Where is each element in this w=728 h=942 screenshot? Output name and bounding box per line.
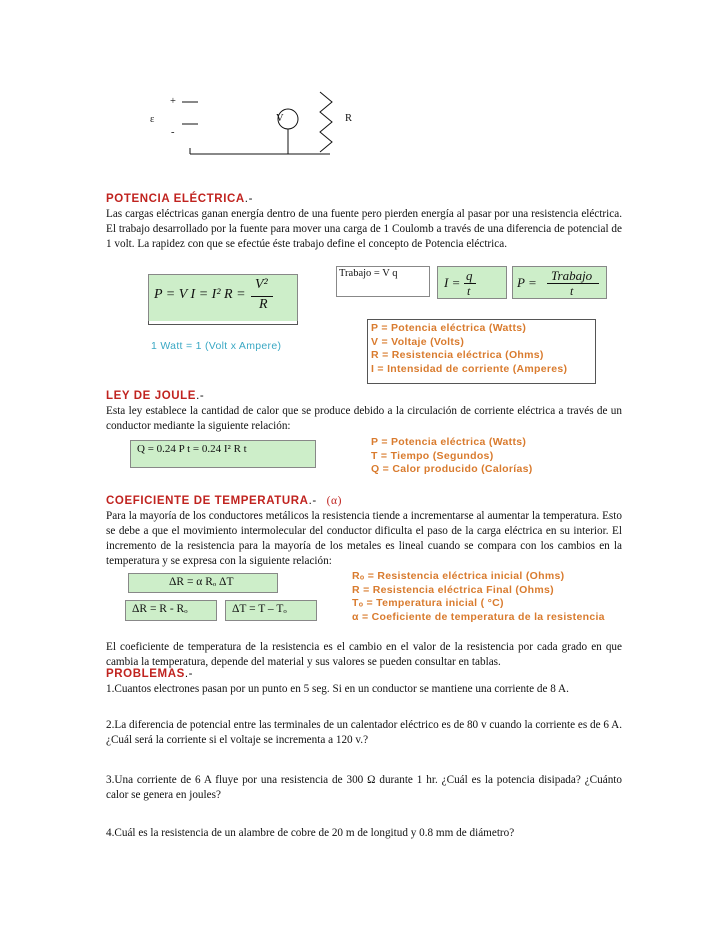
coef-closing: El coeficiente de temperatura de la resistencia es el cambio en el valor de la resistencia por cada grado en que cambia la temperatura, depende del material y sus valores se pueden consultar en tablas. bbox=[106, 641, 622, 668]
coef-body: Para la mayoría de los conductores metálicos la resistencia tiende a incrementarse al aumentar la temperatura. Esto se debe a que el movimiento intermolecular del conductor dificulta el paso de la carga eléctrica en su interior. El incremento de la resistencia para la mayoría de los metales es lineal cuando se compara con los cambios en la temperatura y se expresa con la siguiente relación: bbox=[106, 510, 622, 567]
problemas-heading-suffix: .- bbox=[184, 668, 194, 680]
current-formula-denominator: t bbox=[467, 284, 471, 298]
coef-legend-alpha: α = Coeficiente de temperatura de la resistencia bbox=[352, 610, 605, 623]
potencia-legend-box bbox=[367, 319, 596, 384]
joule-body: Esta ley establece la cantidad de calor que se produce debido a la circulación de corriente eléctrica a través de un conductor mediante la siguiente relación: bbox=[106, 405, 622, 432]
coef-heading-suffix: .- bbox=[308, 495, 317, 507]
potencia-legend-v: V = Voltaje (Volts) bbox=[371, 335, 465, 348]
power-formula: P = V I = I² R = bbox=[154, 287, 246, 302]
power-work-formula-numerator: Trabajo bbox=[551, 268, 593, 283]
power-formula-box bbox=[148, 274, 298, 322]
battery-emf-label: ε bbox=[150, 114, 155, 125]
battery-minus-label: - bbox=[171, 127, 175, 138]
battery-plus-label: + bbox=[170, 96, 176, 107]
watt-definition: 1 Watt = 1 (Volt x Ampere) bbox=[151, 340, 282, 352]
delta-r-formula: ΔR = α Rₒ ΔT bbox=[169, 576, 234, 588]
coef-alpha: (α) bbox=[326, 495, 343, 507]
potencia-heading bbox=[106, 193, 253, 205]
coef-legend-t0: Tₒ = Temperatura inicial ( °C) bbox=[352, 597, 504, 609]
joule-legend bbox=[371, 436, 533, 477]
problem-4: 4.Cuál es la resistencia de un alambre de cobre de 20 m de longitud y 0.8 mm de diámetro? bbox=[106, 827, 515, 839]
problemas-heading-text: PROBLEMAS bbox=[106, 668, 185, 680]
problem-2: 2.La diferencia de potencial entre las terminales de un calentador eléctrico es de 80 v cuando la corriente es de 6 A. ¿Cuál será la corriente si el voltaje se incrementa a 120 v.? bbox=[106, 719, 622, 746]
delta-r-definition: ΔR = R - Rₒ bbox=[132, 603, 188, 615]
potencia-legend-p: P = Potencia eléctrica (Watts) bbox=[371, 322, 527, 334]
delta-t-definition: ΔT = T – Tₒ bbox=[232, 603, 287, 615]
delta-r-definition-box bbox=[125, 600, 217, 621]
joule-heading-text: LEY DE JOULE bbox=[106, 390, 197, 402]
circuit-diagram bbox=[140, 88, 380, 168]
coef-legend-r: R = Resistencia eléctrica Final (Ohms) bbox=[352, 583, 554, 596]
problemas-heading bbox=[106, 668, 193, 680]
power-formula-underbox bbox=[148, 321, 298, 325]
potencia-legend-r: R = Resistencia eléctrica (Ohms) bbox=[371, 349, 544, 361]
joule-legend-p: P = Potencia eléctrica (Watts) bbox=[371, 436, 527, 448]
voltmeter-label: V bbox=[276, 113, 284, 124]
coef-legend bbox=[352, 570, 605, 624]
resistor-label: R bbox=[345, 113, 353, 124]
coef-heading-text: COEFICIENTE DE TEMPERATURA bbox=[106, 495, 309, 507]
power-work-formula-lhs: P = bbox=[517, 275, 537, 290]
power-work-formula-denominator: t bbox=[570, 284, 574, 298]
current-formula-lhs: I = bbox=[444, 275, 461, 290]
joule-heading-suffix: .- bbox=[196, 390, 205, 402]
current-formula-box bbox=[437, 266, 507, 299]
power-work-formula-box bbox=[512, 266, 607, 299]
potencia-legend-i: I = Intensidad de corriente (Amperes) bbox=[371, 362, 568, 375]
coef-legend-r0: Rₒ = Resistencia eléctrica inicial (Ohms) bbox=[352, 570, 565, 582]
delta-r-formula-box bbox=[128, 573, 278, 593]
trabajo-box bbox=[336, 266, 430, 297]
problem-1: 1.Cuantos electrones pasan por un punto en 5 seg. Si en un conductor se mantiene una corriente de 8 A. bbox=[106, 683, 569, 695]
power-formula-numerator: V² bbox=[255, 277, 268, 292]
coef-heading bbox=[106, 495, 342, 507]
potencia-heading-suffix: .- bbox=[244, 193, 254, 205]
potencia-heading-text: POTENCIA ELÉCTRICA bbox=[106, 193, 245, 205]
joule-heading bbox=[106, 390, 204, 402]
potencia-body: Las cargas eléctricas ganan energía dentro de una fuente pero pierden energía al pasar por una resistencia eléctrica. El trabajo desarrollado por la fuente para mover una carga de 1 Coulomb a través de una diferencia de potencial de 1 volt. La rapidez con que se efectúe éste trabajo define el concepto de Potencia eléctrica. bbox=[106, 208, 622, 250]
joule-formula-box bbox=[130, 440, 316, 468]
trabajo-formula: Trabajo = V q bbox=[339, 268, 398, 279]
joule-legend-q: Q = Calor producido (Calorías) bbox=[371, 463, 533, 475]
delta-t-definition-box bbox=[225, 600, 317, 621]
current-formula-numerator: q bbox=[466, 268, 473, 283]
resistor-symbol bbox=[320, 92, 332, 152]
joule-formula: Q = 0.24 P t = 0.24 I² R t bbox=[137, 443, 247, 455]
joule-legend-t: T = Tiempo (Segundos) bbox=[371, 449, 494, 462]
problem-3: 3.Una corriente de 6 A fluye por una resistencia de 300 Ω durante 1 hr. ¿Cuál es la potencia disipada? ¿Cuánto calor se genera en joules? bbox=[106, 774, 622, 801]
power-formula-denominator: R bbox=[259, 297, 268, 312]
